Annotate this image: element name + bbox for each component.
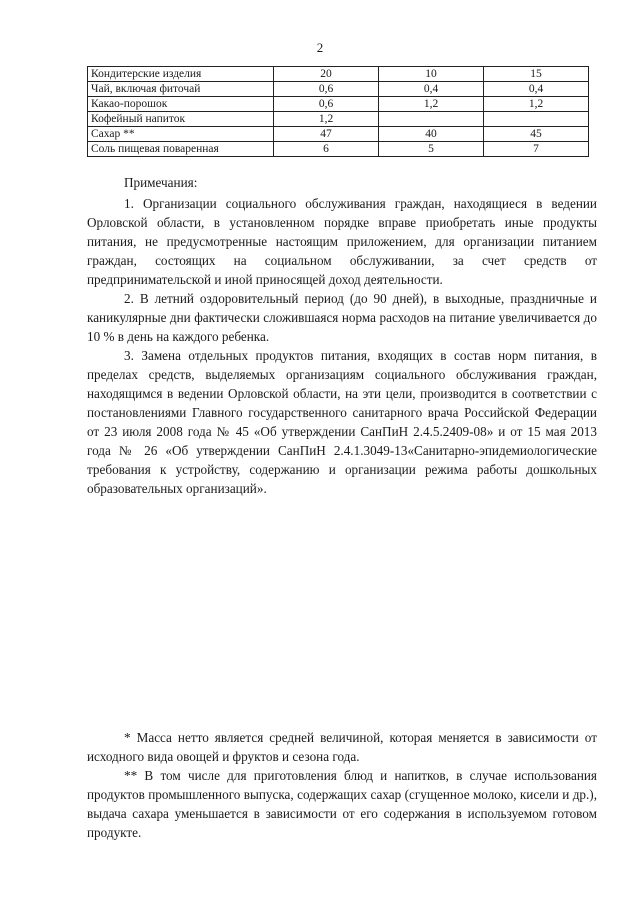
norm-value: 15: [484, 67, 589, 82]
note-paragraph: 3. Замена отдельных продуктов питания, входящих в состав норм питания, в пределах средств, выделяемых организациям социального обслуживания граждан, находящимся в ведении Орловской области, на эти цели, производится в соответствии с постановлениями Главного государственного санитарного врача Российской Федерации от 23 июля 2008 года № 45 «Об утверждении СанПиН 2.4.5.2409-08» и от 15 мая 2013 года № 26 «Об утверждении СанПиН 2.4.1.3049-13«Санитарно-эпидемиологические требования к устройству, содержанию и организации режима работы дошкольных образовательных организаций».: [87, 348, 597, 496]
norm-value: 0,4: [379, 82, 484, 97]
notes-title: Примечания:: [124, 175, 198, 190]
table-row: [88, 67, 589, 82]
norm-value: 10: [379, 67, 484, 82]
footnotes: [87, 728, 597, 842]
norm-value: 40: [379, 127, 484, 142]
notes-body: [87, 194, 597, 498]
table-row: [88, 112, 589, 127]
product-name: Какао-порошок: [88, 97, 274, 112]
product-name: Соль пищевая поваренная: [88, 142, 274, 157]
norm-value: [484, 112, 589, 127]
norm-value: 1,2: [274, 112, 379, 127]
norm-value: 5: [379, 142, 484, 157]
norm-value: [379, 112, 484, 127]
norm-value: 1,2: [379, 97, 484, 112]
note-paragraph: 2. В летний оздоровительный период (до 90 дней), в выходные, праздничные и каникулярные дни фактически сложившаяся норма расходов на питание увеличивается до 10 % в день на каждого ребенка.: [87, 291, 597, 344]
table-row: [88, 127, 589, 142]
table-row: [88, 97, 589, 112]
table-row: [88, 82, 589, 97]
norm-value: 0,4: [484, 82, 589, 97]
norm-value: 20: [274, 67, 379, 82]
footnote: * Масса нетто является средней величиной, которая меняется в зависимости от исходного вида овощей и фруктов и сезона года.: [87, 730, 597, 764]
norm-value: 1,2: [484, 97, 589, 112]
footnote: ** В том числе для приготовления блюд и напитков, в случае использования продуктов промышленного выпуска, содержащих сахар (сгущенное молоко, кисели и др.), выдача сахара уменьшается в зависимости от его содержания в используемом готовом продукте.: [87, 768, 597, 840]
norm-value: 0,6: [274, 97, 379, 112]
page-number: 2: [316, 40, 324, 55]
product-name: Сахар **: [88, 127, 274, 142]
norm-value: 6: [274, 142, 379, 157]
product-name: Чай, включая фиточай: [88, 82, 274, 97]
norms-table: [87, 66, 589, 157]
norm-value: 45: [484, 127, 589, 142]
product-name: Кофейный напиток: [88, 112, 274, 127]
product-name: Кондитерские изделия: [88, 67, 274, 82]
note-paragraph: 1. Организации социального обслуживания граждан, находящиеся в ведении Орловской области, в установленном порядке вправе приобретать иные продукты питания, не предусмотренные настоящим приложением, для организации питанием граждан, состоящих на социальном обслуживании, за счет средств от предпринимательской и иной приносящей доход деятельности.: [87, 196, 597, 287]
norm-value: 47: [274, 127, 379, 142]
table-row: [88, 142, 589, 157]
norm-value: 0,6: [274, 82, 379, 97]
norm-value: 7: [484, 142, 589, 157]
